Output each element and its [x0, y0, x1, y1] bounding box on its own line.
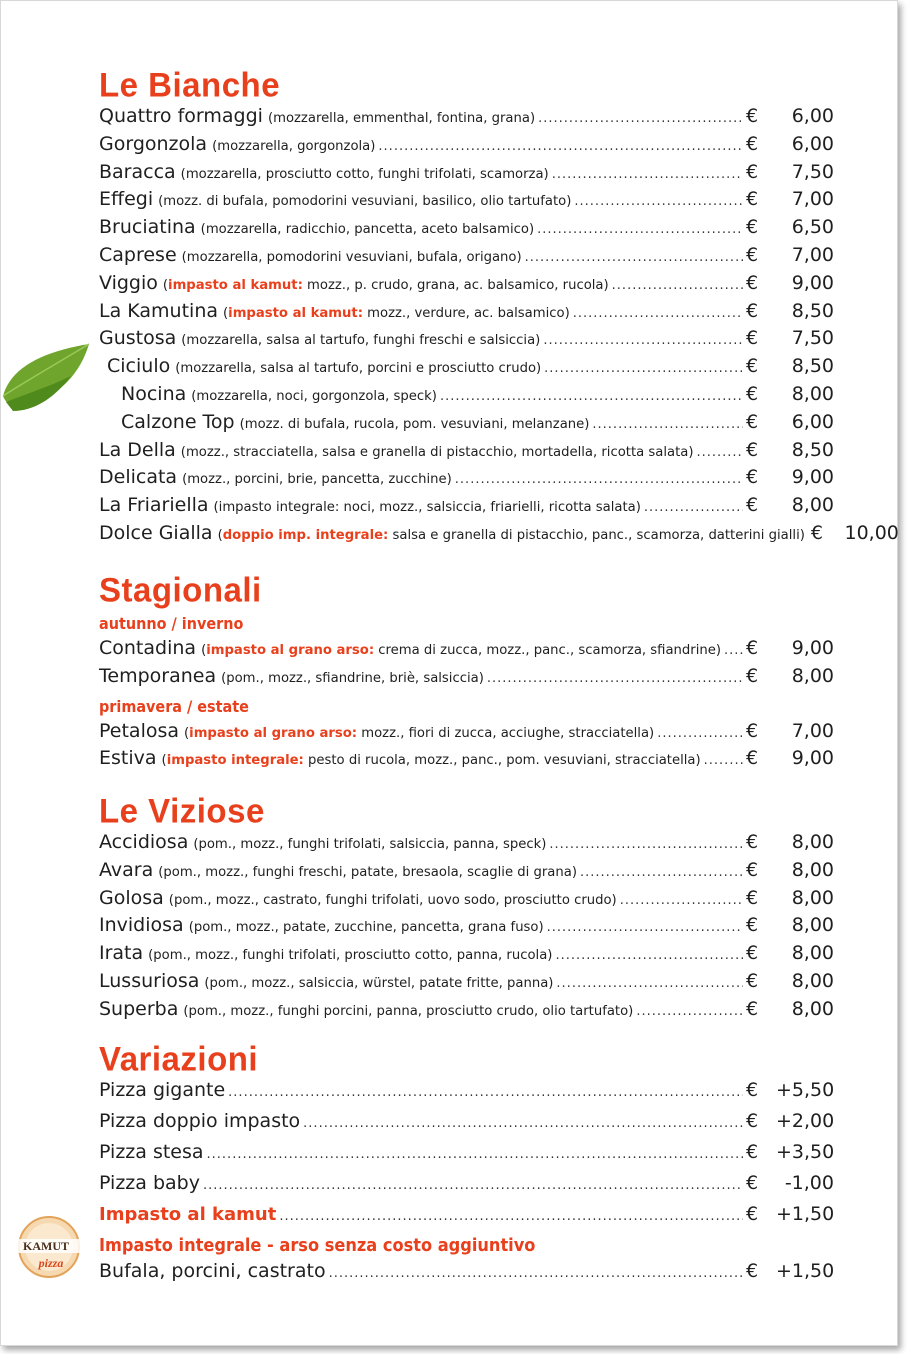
- menu-row: [99, 831, 834, 859]
- menu-row: [99, 720, 834, 748]
- currency: €: [746, 438, 759, 461]
- currency: €: [746, 382, 759, 405]
- price-value: 8,00: [791, 831, 834, 853]
- item-name: Contadina: [99, 637, 197, 659]
- dot-leader: [538, 111, 743, 126]
- dot-leader: [378, 139, 743, 154]
- section-viziose: [99, 791, 834, 1026]
- currency: €: [746, 355, 759, 378]
- item-name: Calzone Top: [121, 410, 235, 433]
- section-stagionali: [99, 570, 834, 775]
- price-value: 8,00: [791, 858, 834, 881]
- price-value: +5,50: [776, 1079, 835, 1101]
- season-subtitle: primavera / estate: [99, 696, 249, 716]
- menu-row: [99, 188, 834, 216]
- item-price: [746, 466, 834, 488]
- item-price: [746, 747, 834, 769]
- dot-leader: [525, 250, 743, 265]
- dot-leader: [549, 837, 743, 852]
- item-price: [746, 942, 834, 964]
- item-description: (mozzarella, gorgonzola): [212, 138, 376, 154]
- price-value: 6,00: [791, 132, 834, 155]
- menu-row: [99, 105, 834, 133]
- item-price: [746, 859, 834, 881]
- menu-row: [99, 327, 834, 355]
- price-value: 7,50: [791, 160, 834, 183]
- dot-leader: [228, 1085, 743, 1100]
- currency: €: [746, 1172, 759, 1194]
- menu-row: [99, 665, 834, 693]
- dot-leader: [552, 167, 743, 182]
- price-value: 9,00: [791, 271, 834, 294]
- section-bianche: [99, 65, 899, 553]
- item-price: [746, 411, 834, 433]
- dough-highlight: doppio imp. integrale:: [222, 527, 389, 543]
- price-value: 6,00: [791, 105, 834, 127]
- menu-row: [99, 1141, 834, 1172]
- price-value: 8,50: [791, 355, 834, 378]
- price-value: 8,50: [791, 438, 834, 461]
- item-name: Irata: [99, 942, 144, 965]
- currency: €: [810, 521, 823, 544]
- item-description: (pom., mozz., funghi porcini, panna, prosciutto crudo, olio tartufato): [183, 1003, 634, 1019]
- dot-leader: [704, 753, 743, 768]
- section-title: Le Bianche: [99, 65, 281, 104]
- item-description: (mozz. di bufala, pomodorini vesuviani, basilico, olio tartufato): [158, 194, 572, 210]
- currency: €: [746, 858, 759, 881]
- item-price: [746, 355, 834, 377]
- dough-highlight: impasto al kamut:: [228, 305, 363, 321]
- dot-leader: [547, 920, 743, 935]
- price-value: 10,00: [844, 521, 899, 544]
- menu-row: [99, 521, 899, 553]
- menu-row: [99, 1079, 834, 1110]
- price-value: 8,00: [791, 664, 834, 687]
- item-price: [746, 1141, 834, 1163]
- menu-row: [99, 383, 834, 411]
- menu-row: [99, 161, 834, 189]
- menu-row: [99, 1203, 834, 1231]
- dot-leader: [644, 500, 743, 515]
- item-name: Lussuriosa: [99, 969, 200, 992]
- item-price: [746, 831, 834, 853]
- item-price: [746, 272, 834, 294]
- currency: €: [746, 637, 759, 659]
- menu-row: [99, 300, 834, 328]
- price-value: 8,50: [791, 299, 834, 322]
- item-price: [746, 1203, 834, 1225]
- menu-row: [99, 942, 834, 970]
- variazioni-note: Impasto integrale - arso senza costo aggiuntivo: [99, 1234, 536, 1256]
- menu-row: [99, 244, 834, 272]
- currency: €: [746, 719, 759, 742]
- item-name: La Kamutina: [99, 299, 219, 322]
- price-value: 9,00: [791, 637, 834, 659]
- item-description: (mozzarella, pomodorini vesuviani, bufala, origano): [181, 249, 522, 265]
- price-value: +3,50: [776, 1141, 835, 1163]
- currency: €: [746, 969, 759, 992]
- item-description: (pom., mozz., sfiandrine, briè, salsiccia): [221, 670, 484, 686]
- dot-leader: [636, 1004, 743, 1019]
- menu-row: [99, 355, 834, 383]
- dot-leader: [455, 472, 743, 487]
- menu-row: [99, 859, 834, 887]
- dot-leader: [543, 333, 743, 348]
- item-name: Pizza baby: [99, 1172, 200, 1194]
- item-description: (pom., mozz., funghi freschi, patate, bresaola, scaglie di grana): [158, 864, 577, 880]
- menu-row: [99, 747, 834, 775]
- menu-row: [99, 998, 834, 1026]
- dot-leader: [657, 726, 743, 741]
- dough-highlight: impasto al kamut:: [168, 277, 303, 293]
- currency: €: [746, 997, 759, 1020]
- item-description: (mozzarella, emmenthal, fontina, grana): [267, 111, 536, 126]
- item-price: [746, 161, 834, 183]
- menu-row: [99, 1110, 834, 1141]
- section-title: Stagionali: [99, 570, 262, 609]
- item-price: [811, 522, 899, 544]
- price-value: 6,00: [791, 410, 834, 433]
- logo-sub: pizza: [38, 1256, 64, 1270]
- price-value: 7,00: [791, 719, 834, 742]
- item-name: Pizza doppio impasto: [99, 1110, 301, 1132]
- dot-leader: [537, 222, 743, 237]
- item-price: [746, 439, 834, 461]
- item-price: [746, 494, 834, 516]
- price-value: 8,00: [791, 969, 834, 992]
- currency: €: [746, 494, 759, 517]
- dot-leader: [697, 445, 744, 460]
- item-description: (impasto integrale: noci, mozz., salsiccia, friarielli, ricotta salata): [213, 500, 641, 516]
- item-name: Effegi: [99, 188, 154, 211]
- item-name: Accidiosa: [99, 831, 189, 853]
- basil-leaf-icon: [1, 336, 93, 416]
- menu-row: [99, 494, 834, 522]
- currency: €: [746, 886, 759, 909]
- price-value: 8,00: [791, 997, 834, 1020]
- menu-row: [99, 887, 834, 915]
- menu-row: [99, 216, 834, 244]
- section-title: Le Viziose: [99, 791, 265, 830]
- dot-leader: [573, 306, 743, 321]
- currency: €: [746, 1259, 759, 1282]
- kamut-pizza-logo: [7, 1211, 85, 1281]
- currency: €: [746, 942, 759, 965]
- currency: €: [746, 243, 759, 266]
- item-price: [746, 216, 834, 238]
- dot-leader: [440, 389, 743, 404]
- variazioni-list: [99, 1079, 834, 1203]
- item-description: (impasto integrale: pesto di rucola, mozz., panc., pom. vesuviani, stracciatella): [161, 753, 701, 769]
- price-value: 9,00: [791, 466, 834, 489]
- item-name: Superba: [99, 997, 179, 1020]
- item-name: Gustosa: [99, 327, 177, 350]
- item-price: [746, 970, 834, 992]
- item-description: (pom., mozz., funghi trifolati, salsiccia, panna, speck): [193, 837, 547, 852]
- menu-row: [99, 637, 834, 665]
- dot-leader: [207, 1147, 743, 1162]
- item-name: Temporanea: [99, 664, 217, 687]
- menu-row: [99, 970, 834, 998]
- dot-leader: [329, 1266, 743, 1281]
- logo-brand: KAMUT: [23, 1239, 69, 1253]
- currency: €: [746, 271, 759, 294]
- price-value: 7,00: [791, 188, 834, 211]
- item-description: (mozz. di bufala, rucola, pom. vesuviani, melanzane): [239, 416, 590, 432]
- item-description: (doppio imp. integrale: salsa e granella di pistacchio, panc., scamorza, datterini gialli): [217, 527, 805, 543]
- item-description: (impasto al grano arso: mozz., fiori di zucca, acciughe, stracciatella): [184, 725, 655, 741]
- item-name: Petalosa: [99, 719, 180, 742]
- currency: €: [746, 664, 759, 687]
- dot-leader: [612, 278, 743, 293]
- price-value: +2,00: [776, 1110, 835, 1132]
- item-description: (mozz., porcini, brie, pancetta, zucchine): [182, 472, 452, 488]
- dot-leader: [544, 361, 743, 376]
- item-name: Gorgonzola: [99, 132, 208, 155]
- item-name: Nocina: [121, 382, 187, 405]
- currency: €: [746, 160, 759, 183]
- stagionali-list-autunno: [99, 637, 834, 693]
- price-value: 7,00: [791, 243, 834, 266]
- currency: €: [746, 831, 759, 853]
- item-description: (pom., mozz., patate, zucchine, pancetta, grana fuso): [188, 920, 544, 936]
- item-price: [746, 998, 834, 1020]
- menu-row: [99, 1260, 834, 1291]
- item-price: [746, 887, 834, 909]
- dot-leader: [555, 948, 743, 963]
- currency: €: [746, 1079, 759, 1101]
- item-name: Dolce Gialla: [99, 521, 213, 544]
- item-name: Estiva: [99, 747, 157, 770]
- item-price: [746, 383, 834, 405]
- item-description: (mozzarella, radicchio, pancetta, aceto balsamico): [200, 222, 535, 238]
- price-value: 8,00: [791, 942, 834, 965]
- item-price: [746, 1110, 834, 1132]
- item-price: [746, 105, 834, 127]
- viziose-list: [99, 831, 834, 1026]
- price-value: 8,00: [791, 914, 834, 937]
- item-description: (mozzarella, prosciutto cotto, funghi trifolati, scamorza): [180, 166, 549, 182]
- item-name: Ciciulo: [107, 355, 171, 378]
- menu-row: [99, 914, 834, 942]
- item-name: Pizza gigante: [99, 1079, 226, 1101]
- item-description: (pom., mozz., funghi trifolati, prosciutto cotto, panna, rucola): [148, 948, 553, 964]
- dot-leader: [556, 976, 743, 991]
- item-name: Bruciatina: [99, 216, 196, 239]
- item-name: Delicata: [99, 466, 178, 489]
- currency: €: [746, 216, 759, 239]
- dough-highlight: impasto integrale:: [166, 753, 304, 769]
- item-price: [746, 665, 834, 687]
- currency: €: [746, 1110, 759, 1132]
- dot-leader: [203, 1178, 743, 1193]
- item-price: [746, 1172, 834, 1194]
- item-name: La Friariella: [99, 494, 209, 517]
- price-value: 8,00: [791, 494, 834, 517]
- item-description: (impasto al kamut: mozz., p. crudo, grana, ac. balsamico, rucola): [162, 277, 609, 293]
- menu-row: [99, 411, 834, 439]
- dough-highlight: impasto al grano arso:: [189, 725, 358, 741]
- item-description: (mozzarella, salsa al tartufo, porcini e prosciutto crudo): [175, 361, 542, 377]
- section-title: Variazioni: [99, 1039, 259, 1078]
- menu-row: [99, 466, 834, 494]
- price-value: 6,50: [791, 216, 834, 239]
- price-value: 8,00: [791, 382, 834, 405]
- currency: €: [746, 327, 759, 350]
- currency: €: [746, 299, 759, 322]
- item-name: Invidiosa: [99, 914, 184, 937]
- menu-row: [99, 272, 834, 300]
- dot-leader: [592, 417, 743, 432]
- price-value: 8,00: [791, 886, 834, 909]
- item-name: La Della: [99, 438, 176, 461]
- item-description: (impasto al grano arso: crema di zucca, mozz., panc., scamorza, sfiandrine): [201, 643, 721, 658]
- stagionali-list-primavera: [99, 720, 834, 776]
- item-description: (mozzarella, salsa al tartufo, funghi freschi e salsiccia): [181, 333, 541, 349]
- item-name: Baracca: [99, 160, 176, 183]
- currency: €: [746, 1141, 759, 1163]
- currency: €: [746, 105, 759, 127]
- item-description: (mozzarella, noci, gorgonzola, speck): [191, 388, 437, 404]
- item-price: [746, 133, 834, 155]
- item-name: Bufala, porcini, castrato: [99, 1259, 326, 1282]
- currency: €: [746, 466, 759, 489]
- item-price: [746, 327, 834, 349]
- item-price: [746, 914, 834, 936]
- item-name: Caprese: [99, 243, 177, 266]
- section-variazioni: [99, 1039, 834, 1291]
- item-price: [746, 300, 834, 322]
- price-value: +1,50: [776, 1259, 835, 1282]
- item-price: [746, 637, 834, 659]
- menu-row: [99, 439, 834, 467]
- dough-highlight: impasto al grano arso:: [206, 643, 375, 658]
- dot-leader: [303, 1116, 743, 1131]
- menu-row: [99, 133, 834, 161]
- item-description: (pom., mozz., salsiccia, würstel, patate fritte, panna): [204, 975, 554, 991]
- season-subtitle: autunno / inverno: [99, 614, 244, 633]
- item-description: (impasto al kamut: mozz., verdure, ac. balsamico): [223, 305, 570, 321]
- currency: €: [746, 188, 759, 211]
- item-description: (mozz., stracciatella, salsa e granella di pistacchio, mortadella, ricotta salata): [180, 444, 694, 460]
- dot-leader: [724, 643, 743, 658]
- price-value: -1,00: [784, 1172, 834, 1194]
- item-price: [746, 720, 834, 742]
- item-description: (pom., mozz., castrato, funghi trifolati, uovo sodo, prosciutto crudo): [168, 892, 617, 908]
- bianche-list: [99, 105, 899, 553]
- item-price: [746, 244, 834, 266]
- currency: €: [746, 410, 759, 433]
- menu-row: [99, 1172, 834, 1203]
- item-price: [746, 1079, 834, 1101]
- item-name: Golosa: [99, 886, 164, 909]
- price-value: 7,50: [791, 327, 834, 350]
- item-price: [746, 188, 834, 210]
- item-name: Pizza stesa: [99, 1141, 204, 1163]
- currency: €: [746, 132, 759, 155]
- dot-leader: [279, 1209, 743, 1224]
- item-name: Avara: [99, 858, 154, 881]
- item-name: Quattro formaggi: [99, 105, 263, 127]
- dot-leader: [487, 671, 743, 686]
- item-name: Viggio: [99, 271, 158, 294]
- currency: €: [746, 1203, 759, 1225]
- item-name: Impasto al kamut: [99, 1204, 277, 1225]
- dot-leader: [574, 194, 743, 209]
- item-price: [746, 1260, 834, 1282]
- dot-leader: [620, 893, 743, 908]
- currency: €: [746, 747, 759, 770]
- price-value: 9,00: [791, 747, 834, 770]
- currency: €: [746, 914, 759, 937]
- dot-leader: [580, 865, 743, 880]
- price-value: +1,50: [776, 1203, 835, 1225]
